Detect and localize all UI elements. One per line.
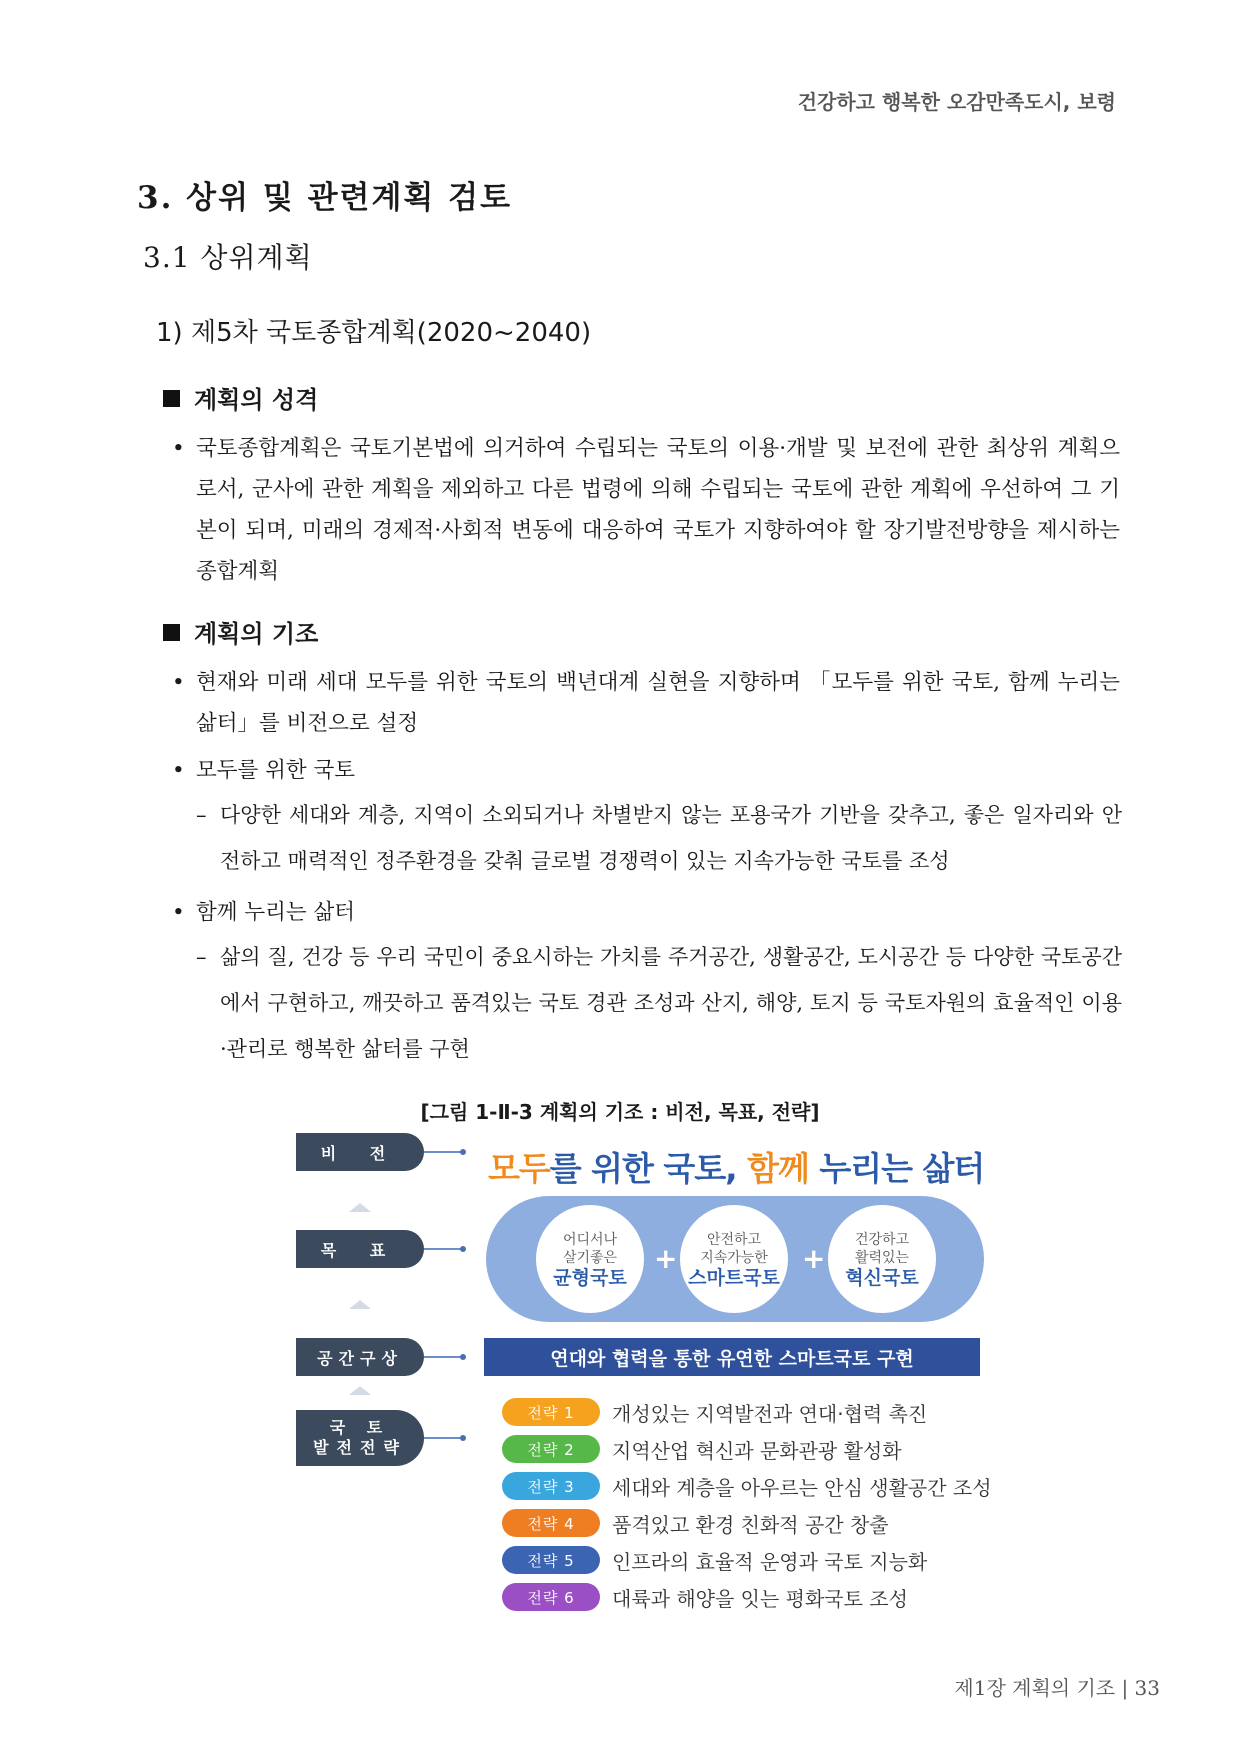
label-spatial: 공간구상 <box>296 1338 424 1376</box>
label-strategy: 국 토 발전전략 <box>296 1410 424 1466</box>
figure-caption: [그림 1-Ⅱ-3 계획의 기조 : 비전, 목표, 전략] <box>420 1100 820 1124</box>
nature-paragraph: • 국토종합계획은 국토기본법에 의거하여 수립되는 국토의 이용·개발 및 보전에 관한 최상위 계획으로서, 군사에 관한 계획을 제외하고 다른 법령에 의해 수립되는 국토에 관한 계획에 우선하여 그 기본이 되며, 미래의 경제적·사회적 변동에 대응하여 국토가 지향하여야 할 장기발전방향을 제시하는 종합계획 <box>172 428 1120 592</box>
spatial-concept-bar: 연대와 협력을 통한 유연한 스마트국토 구현 <box>484 1338 980 1376</box>
strategy-tag: 전략 4 <box>502 1509 600 1537</box>
strategy-item <box>502 1545 927 1575</box>
connector-dot <box>460 1149 466 1155</box>
goal-smart: 안전하고 지속가능한 스마트국토 <box>680 1205 788 1313</box>
plus-icon: + <box>654 1242 678 1275</box>
plus-icon: + <box>802 1242 826 1275</box>
goal-innovative: 건강하고 활력있는 혁신국토 <box>828 1205 936 1313</box>
page-footer: 제1장 계획의 기조 | 33 <box>954 1676 1160 1700</box>
section-heading: 3. 상위 및 관련계획 검토 <box>137 180 513 216</box>
strategy-text: 인프라의 효율적 운영과 국토 지능화 <box>612 1549 928 1574</box>
square-bullet-icon <box>163 624 180 641</box>
basis-bullet-vision: • 현재와 미래 세대 모두를 위한 국토의 백년대계 실현을 지향하며 「모두를 위한 국토, 함께 누리는 삶터」를 비전으로 설정 <box>172 662 1120 744</box>
connector-dot <box>460 1435 466 1441</box>
connector-line <box>424 1437 464 1439</box>
strategy-tag: 전략 2 <box>502 1435 600 1463</box>
basis-heading: 계획의 기조 <box>163 614 318 649</box>
bullet-icon: • <box>172 900 185 925</box>
strategy-text: 개성있는 지역발전과 연대·협력 촉진 <box>612 1401 928 1426</box>
vision-text: 모두를 위한 국토, 함께 누리는 삶터 <box>488 1149 985 1188</box>
chevron-up-icon <box>349 1386 371 1395</box>
basis-bullet-land: • 모두를 위한 국토 <box>172 750 1120 791</box>
plan-heading: 1) 제5차 국토종합계획(2020~2040) <box>156 318 592 348</box>
strategy-tag: 전략 6 <box>502 1583 600 1611</box>
basis-bullet-life: • 함께 누리는 삶터 <box>172 892 1120 933</box>
strategy-tag: 전략 1 <box>502 1398 600 1426</box>
chevron-up-icon <box>349 1300 371 1309</box>
label-goal: 목 표 <box>296 1230 424 1268</box>
basis-sub-land: – 다양한 세대와 계층, 지역이 소외되거나 차별받지 않는 포용국가 기반을 갖추고, 좋은 일자리와 안전하고 매력적인 정주환경을 갖춰 글로벌 경쟁력이 있는 지속가능한 국토를 조성 <box>196 792 1122 884</box>
dash-icon: – <box>196 945 207 969</box>
square-bullet-icon <box>163 390 180 407</box>
connector-line <box>424 1248 464 1250</box>
strategy-item <box>502 1397 927 1427</box>
dash-icon: – <box>196 803 207 827</box>
strategy-text: 대륙과 해양을 잇는 평화국토 조성 <box>612 1586 908 1611</box>
nature-heading: 계획의 성격 <box>163 380 318 415</box>
strategy-text: 세대와 계층을 아우르는 안심 생활공간 조성 <box>612 1475 992 1500</box>
strategy-text: 지역산업 혁신과 문화관광 활성화 <box>612 1438 902 1463</box>
strategy-item <box>502 1434 902 1464</box>
connector-line <box>424 1151 464 1153</box>
chevron-up-icon <box>349 1203 371 1212</box>
connector-dot <box>460 1354 466 1360</box>
strategy-text: 품격있고 환경 친화적 공간 창출 <box>612 1512 889 1537</box>
label-vision: 비 전 <box>296 1133 424 1171</box>
goal-balanced: 어디서나 살기좋은 균형국토 <box>536 1205 644 1313</box>
bullet-icon: • <box>172 758 185 783</box>
strategy-tag: 전략 5 <box>502 1546 600 1574</box>
running-header: 건강하고 행복한 오감만족도시, 보령 <box>797 90 1116 114</box>
bullet-icon: • <box>172 436 185 461</box>
strategy-item <box>502 1471 992 1501</box>
strategy-tag: 전략 3 <box>502 1472 600 1500</box>
connector-dot <box>460 1246 466 1252</box>
bullet-icon: • <box>172 670 185 695</box>
subsection-heading: 3.1 상위계획 <box>143 241 313 274</box>
strategy-item <box>502 1582 908 1612</box>
strategy-item <box>502 1508 889 1538</box>
connector-line <box>424 1356 464 1358</box>
basis-sub-life: – 삶의 질, 건강 등 우리 국민이 중요시하는 가치를 주거공간, 생활공간, 도시공간 등 다양한 국토공간에서 구현하고, 깨끗하고 품격있는 국토 경관 조성과 산지, 해양, 토지 등 국토자원의 효율적인 이용·관리로 행복한 삶터를 구현 <box>196 934 1122 1072</box>
